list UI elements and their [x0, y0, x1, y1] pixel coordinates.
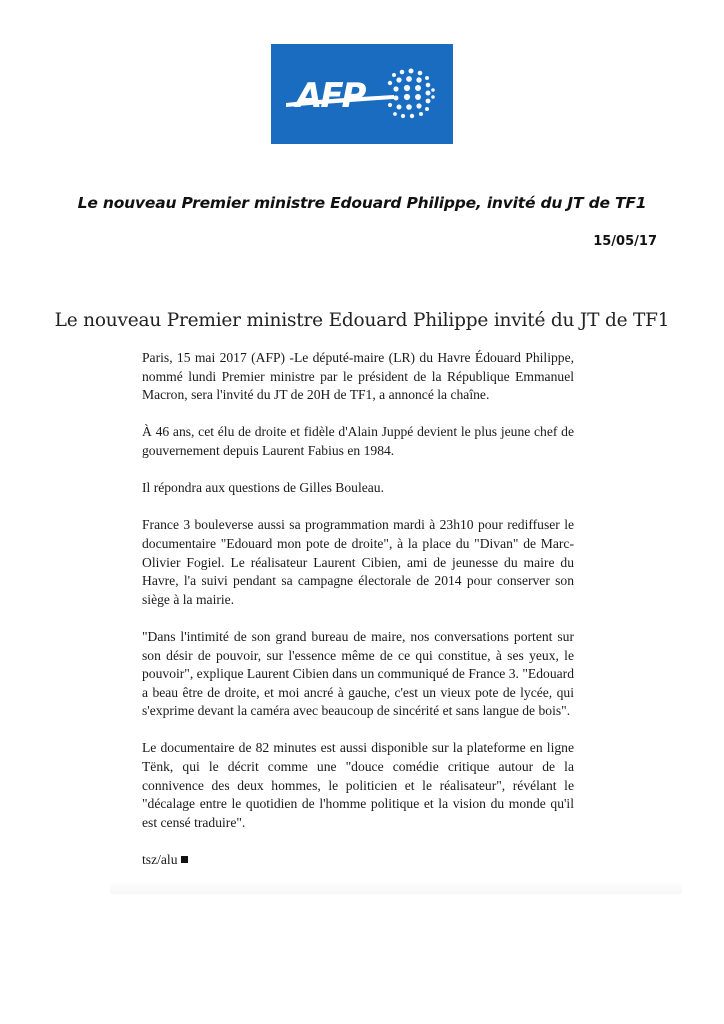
article-paragraph: "Dans l'intimité de son grand bureau de maire, nos conversations portent sur son désir de pouvoir, sur l'essence même de ce qui constitue, à ses yeux, le pouvoir", explique Laurent Cibien dans un communiqué de France 3. "Edouard a beau être de droite, et moi ancré à gauche, c'est un vieux pote de lycée, qui s'exprime devant la caméra avec beaucoup de sincérité et sans langue de bois". [142, 628, 574, 719]
signoff-text: tsz/alu [142, 852, 178, 868]
afp-logo-icon [282, 59, 442, 129]
header-title: Le nouveau Premier ministre Edouard Philippe, invité du JT de TF1 [77, 194, 647, 212]
article-title: Le nouveau Premier ministre Edouard Philippe invité du JT de TF1 [54, 310, 670, 331]
signoff [142, 851, 574, 870]
afp-logo [271, 44, 453, 144]
end-mark-icon [181, 856, 188, 863]
header-date: 15/05/17 [593, 234, 657, 249]
svg-text:AFP: AFP [296, 76, 365, 116]
article-paragraph: France 3 bouleverse aussi sa programmation mardi à 23h10 pour rediffuser le documentaire "Edouard mon pote de droite", à la place du "Divan" de Marc-Olivier Fogiel. Le réalisateur Laurent Cibien, ami de jeunesse du maire du Havre, l'a suivi pendant sa campagne électorale de 2014 pour conserver son siège à la mairie. [142, 517, 574, 607]
article-paragraph: À 46 ans, cet élu de droite et fidèle d'Alain Juppé devient le plus jeune chef de gouvernement depuis Laurent Fabius en 1984. [142, 424, 574, 458]
article-body [142, 349, 574, 888]
article-paragraph: Le documentaire de 82 minutes est aussi disponible sur la plateforme en ligne Tënk, qui le décrit comme une "douce comédie critique autour de la connivence des deux hommes, le politicien et le réalisateur", révélant le "décalage entre le quotidien de l'homme politique et la vision du monde qu'il est censé traduire". [142, 740, 574, 830]
page-shadow [110, 880, 682, 894]
article-paragraph: Il répondra aux questions de Gilles Bouleau. [142, 480, 384, 496]
article-paragraph: Paris, 15 mai 2017 (AFP) -Le député-maire (LR) du Havre Édouard Philippe, nommé lundi Premier ministre par le président de la République Emmanuel Macron, sera l'invité du JT de 20H de TF1, a annoncé la chaîne. [142, 350, 574, 403]
